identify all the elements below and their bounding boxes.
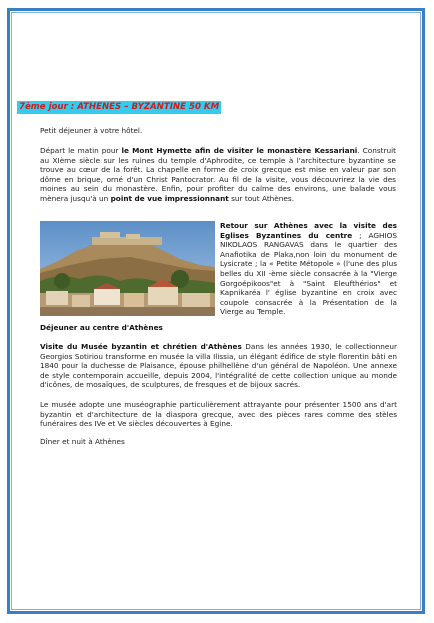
acropolis-photo xyxy=(40,221,215,316)
paragraph-musee-byzantin xyxy=(40,342,397,390)
lunch-text: Déjeuner au centre d'Athènes xyxy=(40,323,163,332)
day-title: 7ème jour : ATHENES – BYZANTINE 50 KM xyxy=(19,102,220,112)
paragraph-museographie: Le musée adopte une muséographie particulièrement attrayante pour présenter 1500 ans d'art byzantin et d'architecture de la diaspora grecque, avec des pièces rares comme des stèles funéraires des IVe et Ve siècles découvertes à Egine. xyxy=(40,400,397,429)
text: Dans les années 1930, le collectionneur Georgios Sotiriou transforme en musée la villa Ilissia, un élégant édifice de style florentin bâti en 1840 pour la duchesse de Plaisance, épouse philhellène d'un général de Napoléon. Une annexe de style contemporain accueille, depuis 2004, l'intégralité de cette collection unique au monde d'icônes, de mosaïques, de sculptures, de fresques et de bijoux sacrés. xyxy=(40,342,397,390)
bold-text: point de vue impressionnant xyxy=(110,193,229,203)
bold-text: le Mont Hymette afin de visiter le monastère Kessariani xyxy=(121,146,358,155)
breakfast-text: Petit déjeuner à votre hôtel. xyxy=(40,126,143,135)
text: sur tout Athènes. xyxy=(228,193,295,203)
dinner-text: Dîner et nuit à Athènes xyxy=(40,437,125,446)
lunch-heading xyxy=(40,323,400,333)
bold-text: Retour sur Athènes avec la visite des Eglises Byzantines du centre xyxy=(220,221,397,240)
bold-text: Visite du Musée byzantin et chrétien d'Athènes xyxy=(40,342,242,351)
text: . Construit au XIème siècle sur les ruines du temple d'Aphrodite, ce temple à l'architecture byzantine se trouve au cœur de la forêt. La chapelle en forme de croix grecque est mise en valeur par son dôme en brique, orné d'un Christ Pantocrator. Au fil de la visite, vous découvrirez la vie des moines au sein du monastère. Enfin, pour profiter du calme des environs, une balade vous mènera jusqu'à un xyxy=(40,146,396,203)
text: Départ le matin pour xyxy=(40,146,122,155)
paragraph-mont-hymette xyxy=(40,146,396,204)
text: ; AGHIOS NIKOLAOS RANGAVAS dans le quartier des Anafiotika de Plaka,non loin du monument de Lysicrate ; la « Petite Métopole » (l'une des plus belles du XII -ème siècle consacrée à la "Vierge Gorgoépikoos"et à "Saint Eleufthérios" et Kapnikaréa l' église byzantine en croix avec coupole consacrée à la Présentation de la Vierge au Temple. xyxy=(220,230,397,317)
paragraph-eglises-byzantines xyxy=(220,221,397,317)
